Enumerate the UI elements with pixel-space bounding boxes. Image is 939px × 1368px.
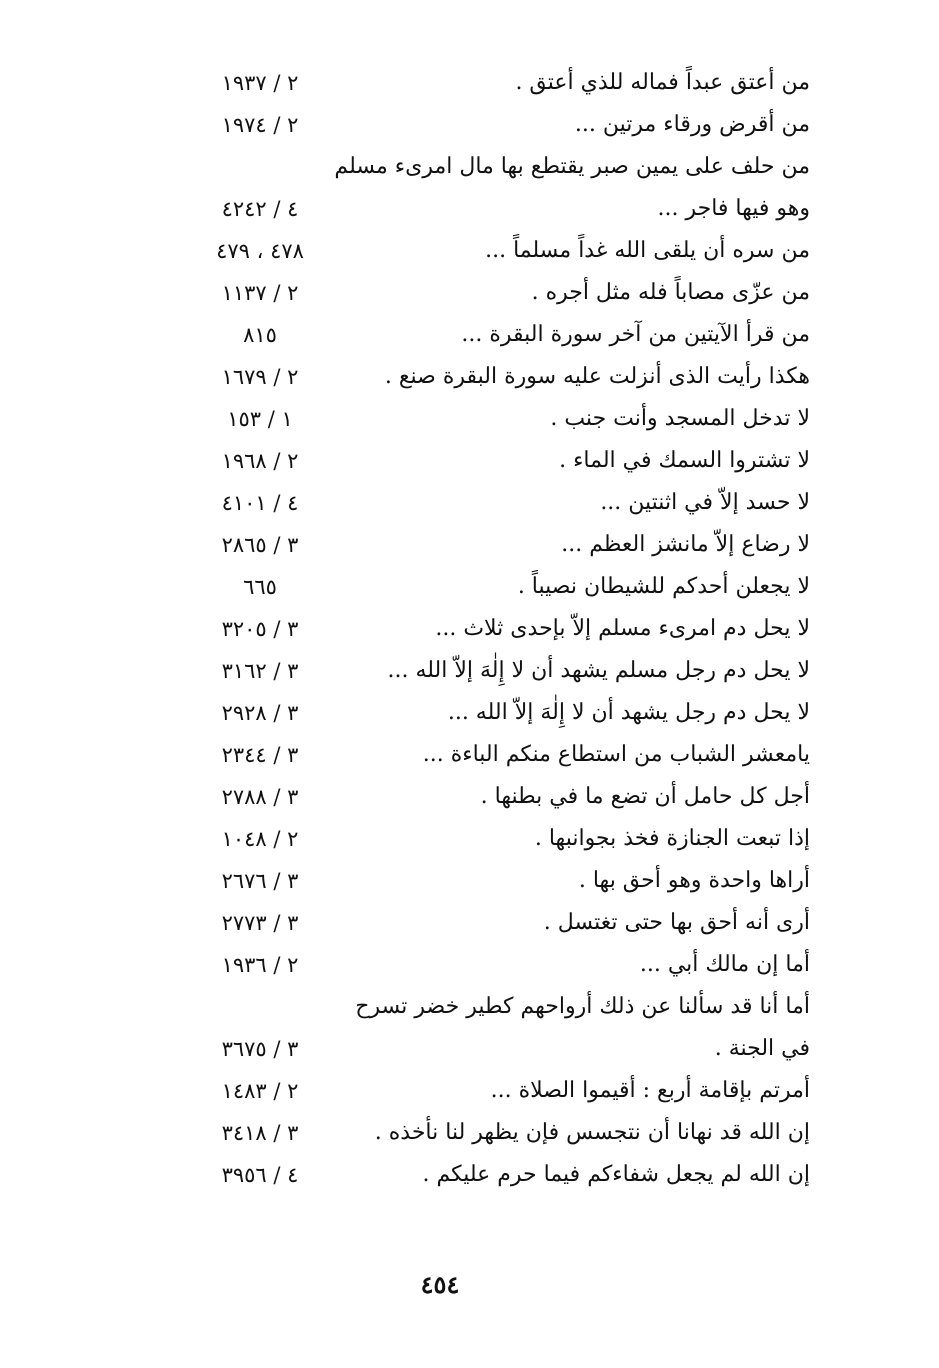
hadith-reference: ٢ / ١٠٤٨	[221, 827, 299, 851]
hadith-text: أراها واحدة وهو أحق بها .	[578, 868, 810, 893]
hadith-text: لا يحل دم امرىء مسلم إلاّ بإحدى ثلاث ...	[435, 616, 810, 641]
index-entry	[190, 104, 810, 146]
hadith-reference: ١ / ١٥٣	[227, 407, 293, 431]
hadith-reference: ٤ / ٤١٠١	[221, 491, 299, 515]
hadith-text: لا تشتروا السمك في الماء .	[559, 448, 810, 473]
index-entry	[190, 734, 810, 776]
hadith-reference: ٢ / ١٩٦٨	[221, 449, 299, 473]
index-entry	[190, 818, 810, 860]
index-entry	[190, 650, 810, 692]
index-entry	[190, 902, 810, 944]
index-entry	[190, 692, 810, 734]
index-entry	[190, 272, 810, 314]
hadith-text: من قرأ الآيتين من آخر سورة البقرة ...	[461, 322, 810, 347]
hadith-reference: ٣ / ٢٨٦٥	[221, 533, 299, 557]
hadith-text: لا حسد إلاّ في اثنتين ...	[600, 490, 810, 515]
hadith-text: من عزّى مصاباً فله مثل أجره .	[531, 280, 810, 305]
hadith-text: أجل كل حامل أن تضع ما في بطنها .	[480, 784, 810, 809]
hadith-reference: ٣ / ٢٩٢٨	[221, 701, 299, 725]
hadith-text: لا يجعلن أحدكم للشيطان نصيباً .	[517, 574, 810, 599]
hadith-reference: ٤ / ٣٩٥٦	[221, 1163, 299, 1187]
hadith-reference: ٢ / ١٩٣٦	[221, 953, 299, 977]
index-entry	[190, 1028, 810, 1070]
hadith-reference: ٣ / ٢٧٨٨	[221, 785, 299, 809]
hadith-reference: ٢ / ١١٣٧	[221, 281, 299, 305]
hadith-reference: ٨١٥	[243, 323, 277, 347]
hadith-reference: ٣ / ٢٦٧٦	[221, 869, 299, 893]
hadith-text: في الجنة .	[714, 1036, 810, 1061]
hadith-text: لا يحل دم رجل يشهد أن لا إِلٰهَ إلاّ الله ...	[447, 700, 810, 725]
index-entry	[190, 986, 810, 1028]
hadith-text: إن الله قد نهانا أن نتجسس فإن يظهر لنا نأخذه .	[374, 1120, 810, 1145]
index-entry	[190, 1070, 810, 1112]
hadith-text: لا يحل دم رجل مسلم يشهد أن لا إِلٰهَ إلاّ الله ...	[387, 658, 810, 683]
index-entry	[190, 398, 810, 440]
hadith-reference: ٣ / ٢٧٧٣	[221, 911, 299, 935]
index-entry	[190, 314, 810, 356]
hadith-reference: ٢ / ١٤٨٣	[221, 1079, 299, 1103]
hadith-reference: ٣ / ٣٤١٨	[221, 1121, 299, 1145]
index-entry	[190, 524, 810, 566]
hadith-text: من حلف على يمين صبر يقتطع بها مال امرىء مسلم	[334, 154, 810, 179]
hadith-reference: ٣ / ٣١٦٢	[221, 659, 299, 683]
hadith-text: أرى أنه أحق بها حتى تغتسل .	[543, 910, 810, 935]
index-entry	[190, 146, 810, 188]
hadith-reference: ٢ / ١٩٣٧	[221, 71, 299, 95]
hadith-text: أما أنا قد سألنا عن ذلك أرواحهم كطير خضر تسرح	[355, 994, 810, 1019]
index-entry	[190, 1154, 810, 1196]
index-entry	[190, 482, 810, 524]
hadith-text: أما إن مالك أبي ...	[639, 952, 810, 977]
index-entry	[190, 776, 810, 818]
hadith-text: يامعشر الشباب من استطاع منكم الباءة ...	[422, 742, 810, 767]
index-entry	[190, 188, 810, 230]
hadith-text: إذا تبعت الجنازة فخذ بجوانبها .	[534, 826, 810, 851]
index-entry	[190, 230, 810, 272]
index-entry	[190, 1112, 810, 1154]
hadith-text: من أعتق عبداً فماله للذي أعتق .	[515, 70, 810, 95]
hadith-reference: ٣ / ٣٦٧٥	[221, 1037, 299, 1061]
hadith-reference: ٢ / ١٦٧٩	[221, 365, 299, 389]
hadith-text: لا تدخل المسجد وأنت جنب .	[550, 406, 810, 431]
index-entry	[190, 62, 810, 104]
hadith-index-list	[190, 62, 810, 1196]
hadith-text: أمرتم بإقامة أربع : أقيموا الصلاة ...	[490, 1078, 810, 1103]
hadith-text: لا رضاع إلاّ مانشز العظم ...	[561, 532, 810, 557]
hadith-reference: ٤ / ٤٢٤٢	[221, 197, 299, 221]
hadith-reference: ٣ / ٢٣٤٤	[221, 743, 299, 767]
page-number: ٤٥٤	[420, 1270, 460, 1299]
index-entry	[190, 440, 810, 482]
hadith-text: هكذا رأيت الذى أنزلت عليه سورة البقرة صنع .	[384, 364, 810, 389]
hadith-reference: ٢ / ١٩٧٤	[221, 113, 299, 137]
index-entry	[190, 356, 810, 398]
hadith-text: من سره أن يلقى الله غداً مسلماً ...	[485, 238, 810, 263]
hadith-reference: ٦٦٥	[243, 575, 277, 599]
index-entry	[190, 860, 810, 902]
hadith-text: إن الله لم يجعل شفاءكم فيما حرم عليكم .	[422, 1162, 810, 1187]
hadith-text: من أقرض ورقاء مرتين ...	[574, 112, 810, 137]
index-entry	[190, 944, 810, 986]
hadith-reference: ٣ / ٣٢٠٥	[221, 617, 299, 641]
hadith-reference: ٤٧٨ ، ٤٧٩	[216, 239, 304, 263]
index-entry	[190, 566, 810, 608]
index-entry	[190, 608, 810, 650]
hadith-text: وهو فيها فاجر ...	[657, 196, 810, 221]
